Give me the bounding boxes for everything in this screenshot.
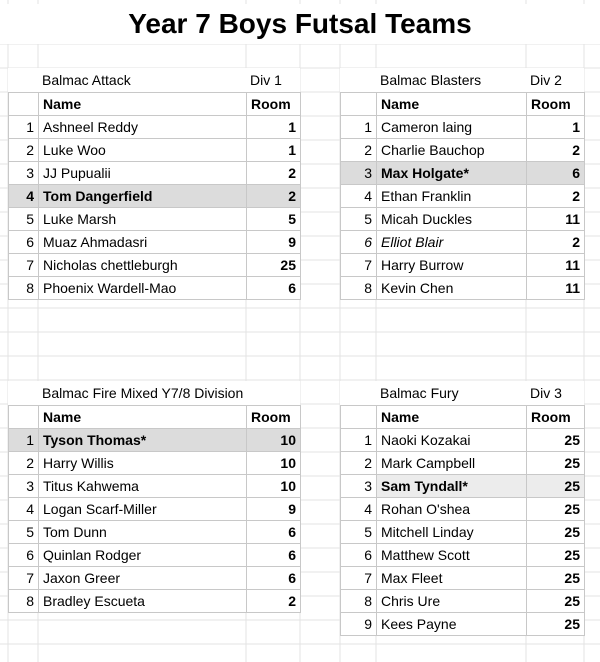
table-row	[9, 544, 301, 567]
header-row	[9, 406, 301, 429]
table-row	[341, 254, 585, 277]
header-room: Room	[247, 406, 301, 429]
table-row	[341, 613, 585, 636]
row-number: 3	[9, 475, 39, 498]
table-row	[9, 162, 301, 185]
team-division: Div 3	[530, 385, 562, 401]
row-number: 4	[341, 185, 377, 208]
roster-table	[8, 405, 301, 613]
header-num-cell	[9, 93, 39, 116]
header-row	[341, 406, 585, 429]
player-name: Cameron laing	[377, 116, 527, 139]
table-row	[341, 452, 585, 475]
player-room: 25	[527, 613, 585, 636]
header-room: Room	[527, 93, 585, 116]
table-row	[9, 475, 301, 498]
row-number: 8	[341, 277, 377, 300]
table-row	[341, 231, 585, 254]
row-number: 2	[9, 452, 39, 475]
team-header	[340, 68, 584, 92]
player-room: 2	[247, 162, 301, 185]
player-room: 25	[247, 254, 301, 277]
table-row	[341, 521, 585, 544]
captain-row	[341, 162, 585, 185]
player-name: Micah Duckles	[377, 208, 527, 231]
player-name: Ashneel Reddy	[39, 116, 247, 139]
player-room: 6	[247, 277, 301, 300]
header-name: Name	[377, 406, 527, 429]
player-room: 2	[247, 590, 301, 613]
player-name: Mark Campbell	[377, 452, 527, 475]
captain-row	[341, 475, 585, 498]
player-room: 2	[527, 139, 585, 162]
player-room: 25	[527, 498, 585, 521]
player-name: Tyson Thomas*	[39, 429, 247, 452]
player-room: 1	[247, 139, 301, 162]
table-row	[341, 139, 585, 162]
row-number: 6	[9, 231, 39, 254]
table-row	[9, 277, 301, 300]
player-name: Bradley Escueta	[39, 590, 247, 613]
player-room: 9	[247, 498, 301, 521]
team-division: Div 2	[530, 72, 562, 88]
team-balmac-attack	[8, 68, 300, 300]
player-name: Tom Dangerfield	[39, 185, 247, 208]
table-row	[341, 498, 585, 521]
row-number: 6	[9, 544, 39, 567]
table-row	[341, 544, 585, 567]
row-number: 8	[9, 590, 39, 613]
player-room: 6	[247, 544, 301, 567]
header-name: Name	[39, 93, 247, 116]
table-row	[9, 208, 301, 231]
row-number: 7	[341, 254, 377, 277]
page-title: Year 7 Boys Futsal Teams	[0, 4, 600, 44]
player-name: Elliot Blair	[377, 231, 527, 254]
row-number: 3	[341, 162, 377, 185]
roster-table	[340, 92, 585, 300]
row-number: 5	[9, 208, 39, 231]
table-row	[341, 277, 585, 300]
row-number: 8	[341, 590, 377, 613]
header-row	[341, 93, 585, 116]
player-name: Tom Dunn	[39, 521, 247, 544]
table-row	[9, 116, 301, 139]
table-row	[9, 139, 301, 162]
header-num-cell	[341, 406, 377, 429]
player-room: 25	[527, 521, 585, 544]
row-number: 7	[9, 567, 39, 590]
row-number: 4	[9, 498, 39, 521]
player-room: 9	[247, 231, 301, 254]
player-room: 10	[247, 475, 301, 498]
player-room: 25	[527, 452, 585, 475]
table-row	[9, 567, 301, 590]
player-name: Jaxon Greer	[39, 567, 247, 590]
row-number: 4	[9, 185, 39, 208]
player-name: Sam Tyndall*	[377, 475, 527, 498]
team-division: Div 1	[250, 72, 282, 88]
player-name: Harry Willis	[39, 452, 247, 475]
player-name: Harry Burrow	[377, 254, 527, 277]
team-balmac-fury	[340, 381, 584, 636]
captain-row	[9, 429, 301, 452]
player-name: Quinlan Rodger	[39, 544, 247, 567]
header-room: Room	[247, 93, 301, 116]
player-name: Titus Kahwema	[39, 475, 247, 498]
player-room: 25	[527, 567, 585, 590]
table-row	[9, 254, 301, 277]
player-room: 6	[247, 567, 301, 590]
player-name: Chris Ure	[377, 590, 527, 613]
table-row	[341, 185, 585, 208]
team-name: Balmac Fury	[380, 385, 459, 401]
row-number: 7	[9, 254, 39, 277]
player-name: Mitchell Linday	[377, 521, 527, 544]
player-room: 1	[527, 116, 585, 139]
player-name: Matthew Scott	[377, 544, 527, 567]
row-number: 3	[9, 162, 39, 185]
table-row	[341, 567, 585, 590]
player-room: 25	[527, 544, 585, 567]
player-room: 5	[247, 208, 301, 231]
team-header	[8, 381, 300, 405]
team-header	[340, 381, 584, 405]
player-room: 10	[247, 429, 301, 452]
captain-row	[9, 185, 301, 208]
roster-table	[8, 92, 301, 300]
row-number: 1	[341, 429, 377, 452]
player-room: 11	[527, 254, 585, 277]
row-number: 1	[9, 116, 39, 139]
row-number: 2	[341, 452, 377, 475]
player-name: Max Fleet	[377, 567, 527, 590]
player-room: 1	[247, 116, 301, 139]
team-name: Balmac Fire Mixed Y7/8 Division	[42, 385, 244, 401]
player-name: Max Holgate*	[377, 162, 527, 185]
header-room: Room	[527, 406, 585, 429]
table-row	[341, 116, 585, 139]
header-num-cell	[9, 406, 39, 429]
team-balmac-fire	[8, 381, 300, 613]
player-name: Luke Marsh	[39, 208, 247, 231]
player-room: 25	[527, 590, 585, 613]
row-number: 3	[341, 475, 377, 498]
row-number: 5	[9, 521, 39, 544]
row-number: 1	[9, 429, 39, 452]
player-room: 11	[527, 208, 585, 231]
player-room: 2	[527, 185, 585, 208]
player-room: 6	[527, 162, 585, 185]
player-name: Muaz Ahmadasri	[39, 231, 247, 254]
player-name: JJ Pupualii	[39, 162, 247, 185]
player-name: Logan Scarf-Miller	[39, 498, 247, 521]
player-name: Kees Payne	[377, 613, 527, 636]
row-number: 6	[341, 231, 377, 254]
row-number: 4	[341, 498, 377, 521]
header-row	[9, 93, 301, 116]
player-name: Nicholas chettleburgh	[39, 254, 247, 277]
player-name: Naoki Kozakai	[377, 429, 527, 452]
row-number: 8	[9, 277, 39, 300]
table-row	[9, 498, 301, 521]
row-number: 6	[341, 544, 377, 567]
player-room: 2	[247, 185, 301, 208]
header-name: Name	[377, 93, 527, 116]
row-number: 7	[341, 567, 377, 590]
player-room: 10	[247, 452, 301, 475]
row-number: 2	[9, 139, 39, 162]
header-num-cell	[341, 93, 377, 116]
row-number: 5	[341, 208, 377, 231]
player-name: Luke Woo	[39, 139, 247, 162]
table-row	[9, 521, 301, 544]
team-name: Balmac Attack	[42, 72, 131, 88]
table-row	[9, 231, 301, 254]
table-row	[341, 590, 585, 613]
team-header	[8, 68, 300, 92]
team-balmac-blasters	[340, 68, 584, 300]
table-row	[9, 590, 301, 613]
row-number: 9	[341, 613, 377, 636]
row-number: 5	[341, 521, 377, 544]
header-name: Name	[39, 406, 247, 429]
player-name: Kevin Chen	[377, 277, 527, 300]
player-room: 25	[527, 475, 585, 498]
player-name: Charlie Bauchop	[377, 139, 527, 162]
table-row	[341, 208, 585, 231]
player-room: 25	[527, 429, 585, 452]
player-name: Ethan Franklin	[377, 185, 527, 208]
roster-table	[340, 405, 585, 636]
player-name: Rohan O'shea	[377, 498, 527, 521]
player-room: 2	[527, 231, 585, 254]
row-number: 1	[341, 116, 377, 139]
row-number: 2	[341, 139, 377, 162]
table-row	[9, 452, 301, 475]
player-room: 11	[527, 277, 585, 300]
player-room: 6	[247, 521, 301, 544]
player-name: Phoenix Wardell-Mao	[39, 277, 247, 300]
team-name: Balmac Blasters	[380, 72, 482, 88]
table-row	[341, 429, 585, 452]
